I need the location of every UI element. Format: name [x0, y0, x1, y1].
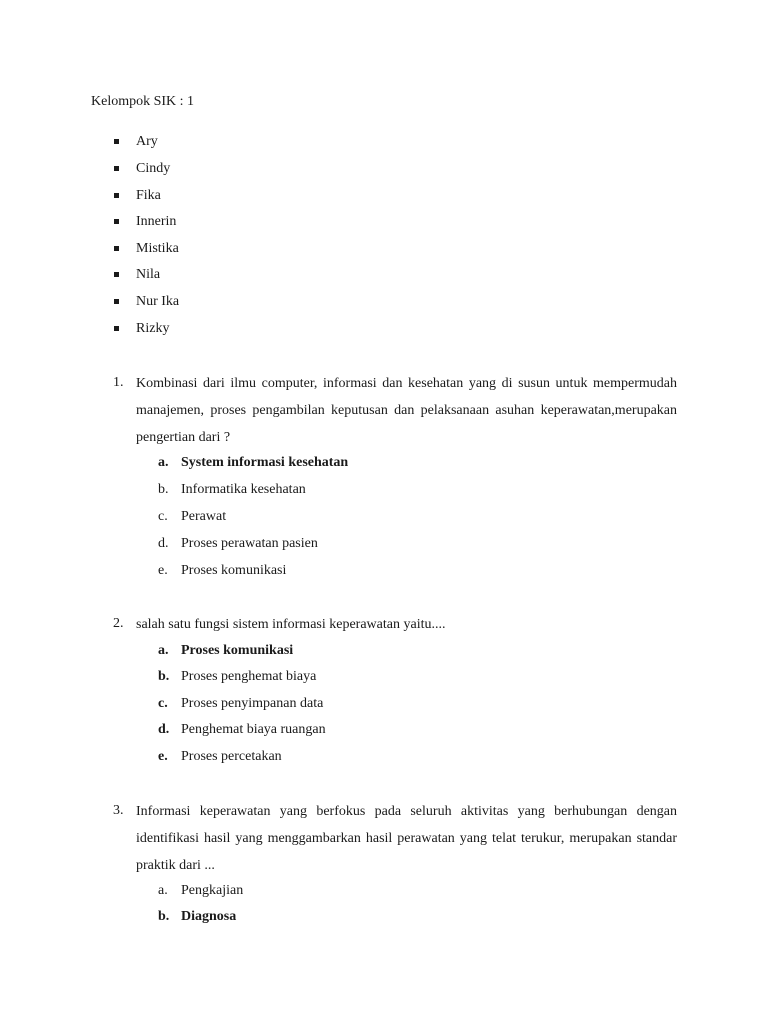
option-text: Perawat	[181, 509, 227, 524]
option-text: Proses komunikasi	[181, 563, 287, 578]
option-text: Proses komunikasi	[181, 643, 294, 658]
member-name: Rizky	[136, 321, 170, 336]
option-text: Pengkajian	[181, 883, 244, 898]
bullet-icon	[114, 299, 119, 304]
option-text: Informatika kesehatan	[181, 482, 306, 497]
option-letter: c.	[158, 696, 168, 711]
option-letter: c.	[158, 509, 168, 524]
option-letter: d.	[158, 536, 169, 551]
bullet-icon	[114, 272, 119, 277]
member-name: Mistika	[136, 241, 179, 256]
option-text: System informasi kesehatan	[181, 455, 349, 470]
member-name: Nur Ika	[136, 294, 180, 309]
question-number: 2.	[113, 616, 124, 631]
option-letter: b.	[158, 482, 169, 497]
member-name: Cindy	[136, 161, 171, 176]
member-name: Nila	[136, 267, 161, 282]
bullet-icon	[114, 219, 119, 224]
option-letter: e.	[158, 749, 168, 764]
option-letter: a.	[158, 455, 169, 470]
bullet-icon	[114, 139, 119, 144]
group-title: Kelompok SIK : 1	[91, 94, 195, 109]
member-name: Ary	[136, 134, 158, 149]
option-letter: d.	[158, 722, 170, 737]
option-text: Proses perawatan pasien	[181, 536, 318, 551]
question-text: Kombinasi dari ilmu computer, informasi dan kesehatan yang di susun untuk mempermudah manajemen, proses pengambilan keputusan dan pelaksanaan asuhan keperawatan,merupakan pengertian dari ?	[136, 376, 677, 445]
option-text: Proses penghemat biaya	[181, 669, 317, 684]
question-text: salah satu fungsi sistem informasi keperawatan yaitu....	[136, 617, 446, 632]
option-letter: b.	[158, 669, 170, 684]
option-letter: a.	[158, 883, 168, 898]
member-name: Innerin	[136, 214, 177, 229]
bullet-icon	[114, 166, 119, 171]
bullet-icon	[114, 193, 119, 198]
bullet-icon	[114, 326, 119, 331]
question-number: 3.	[113, 803, 124, 818]
option-letter: a.	[158, 643, 169, 658]
option-text: Penghemat biaya ruangan	[181, 722, 326, 737]
member-name: Fika	[136, 188, 161, 203]
question-text: Informasi keperawatan yang berfokus pada seluruh aktivitas yang berhubungan dengan identifikasi hasil yang menggambarkan hasil perawatan yang telat terukur, merupakan standar praktik dari ...	[136, 804, 677, 873]
bullet-icon	[114, 246, 119, 251]
question-number: 1.	[113, 375, 124, 390]
option-letter: e.	[158, 563, 168, 578]
option-letter: b.	[158, 909, 170, 924]
option-text: Proses penyimpanan data	[181, 696, 324, 711]
option-text: Diagnosa	[181, 909, 237, 924]
option-text: Proses percetakan	[181, 749, 282, 764]
